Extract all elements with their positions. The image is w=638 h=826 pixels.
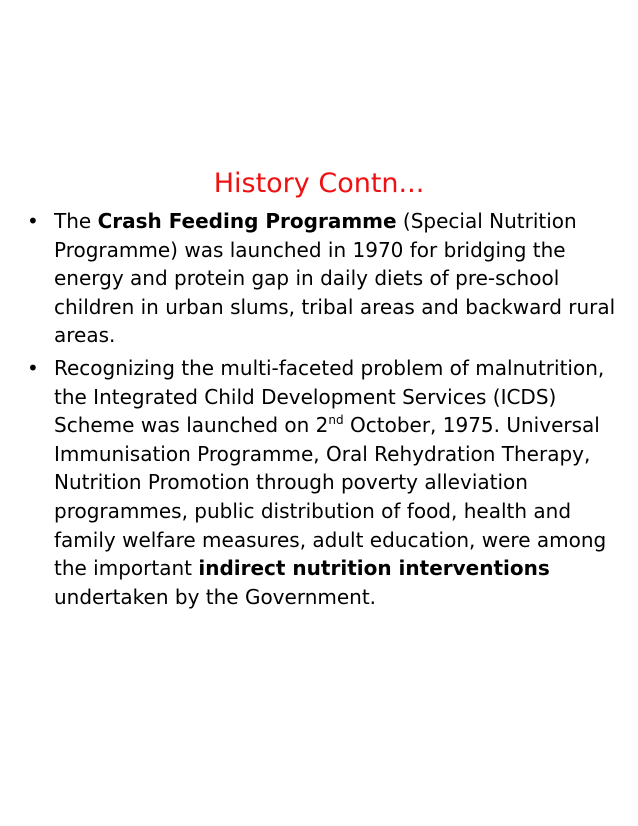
bullet-dot-icon: •: [27, 355, 39, 380]
bullet2-bold-indirect-interventions: indirect nutrition interventions: [198, 556, 550, 581]
bullet1-text-a: The: [54, 209, 98, 233]
bullet2-superscript: nd: [328, 413, 344, 428]
bullet-dot-icon: •: [27, 209, 39, 233]
slide-title: History Contn...: [213, 168, 425, 199]
bullet-item-icds: [24, 354, 616, 611]
bullet-list: [24, 207, 616, 615]
bullet2-text-b: October, 1975. Universal Immunisation Programme, Oral Rehydration Therapy, Nutrition Promotion through poverty alleviation programmes, public distribution of food, health and family welfare measures, adult education, were among the important: [54, 413, 607, 581]
bullet1-bold-crash-feeding: Crash Feeding Programme: [97, 209, 397, 233]
bullet1-text-b: (Special Nutrition Programme) was launched in 1970 for bridging the energy and protein gap in daily diets of pre-school children in urban slums, tribal areas and backward rural areas.: [54, 209, 616, 348]
bullet2-text-a: Recognizing the multi-faceted problem of malnutrition, the Integrated Child Development Services (ICDS) Scheme was launched on 2: [54, 355, 605, 438]
bullet-item-crash-feeding: [24, 207, 616, 350]
bullet2-text-c: undertaken by the Government.: [54, 584, 377, 609]
